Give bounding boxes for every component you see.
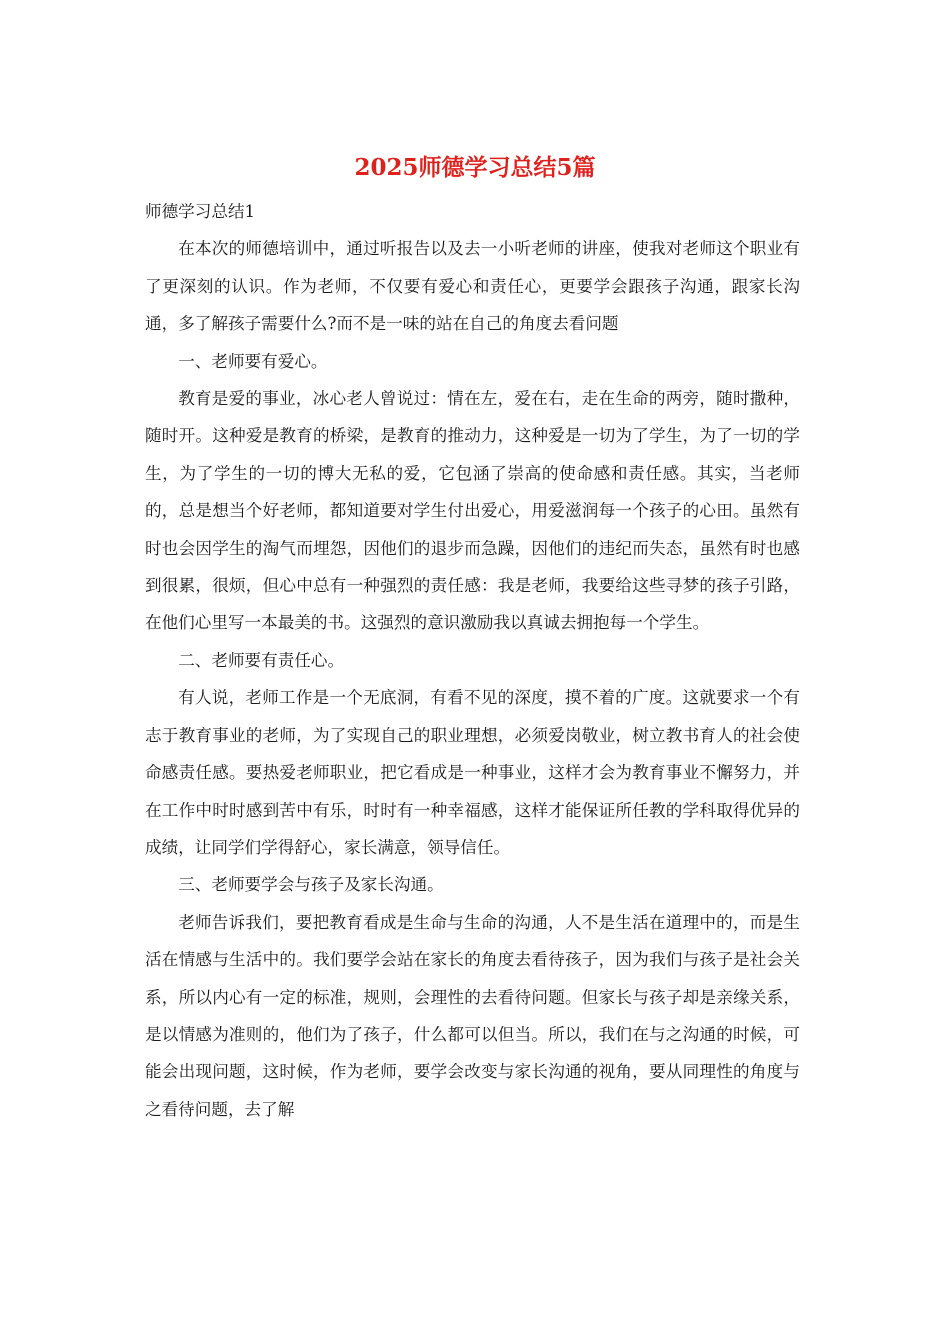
heading-love: 一、老师要有爱心。 (178, 351, 328, 371)
paragraph-communication: 老师告诉我们，要把教育看成是生命与生命的沟通，人不是生活在道理中的，而是生活在情感与生活中的。我们要学会站在家长的角度去看待孩子，因为我们与孩子是社会关系，所以内心有一定的标准，规则，会理性的去看待问题。但家长与孩子却是亲缘关系，是以情感为准则的，他们为了孩子，什么都可以但当。所以，我们在与之沟通的时候，可能会出现问题，这时候，作为老师，要学会改变与家长沟通的视角，要从同理性的角度与之看待问题，去了解 (145, 912, 800, 1119)
paragraph-responsibility: 有人说，老师工作是一个无底洞，有看不见的深度，摸不着的广度。这就要求一个有志于教育事业的老师，为了实现自己的职业理想，必须爱岗敬业，树立教书育人的社会使命感责任感。要热爱老师职业，把它看成是一种事业，这样才会为教育事业不懈努力，并在工作中时时感到苦中有乐，时时有一种幸福感，这样才能保证所任教的学科取得优异的成绩，让同学们学得舒心，家长满意，领导信任。 (145, 688, 800, 857)
section-label: 师德学习总结1 (145, 202, 256, 221)
paragraph-intro: 在本次的师德培训中，通过听报告以及去一小听老师的讲座，使我对老师这个职业有了更深刻的认识。作为老师，不仅要有爱心和责任心，更要学会跟孩子沟通，跟家长沟通，多了解孩子需要什么?而不是一味的站在自己的角度去看问题 (145, 239, 800, 334)
document-body (145, 193, 800, 1128)
paragraph-love: 教育是爱的事业，冰心老人曾说过：情在左，爱在右，走在生命的两旁，随时撒种，随时开。这种爱是教育的桥梁，是教育的推动力，这种爱是一切为了学生，为了一切的学生，为了学生的一切的博大无私的爱，它包涵了崇高的使命感和责任感。其实，当老师的，总是想当个好老师，都知道要对学生付出爱心，用爱滋润每一个孩子的心田。虽然有时也会因学生的淘气而埋怨，因他们的退步而急躁，因他们的违纪而失态，虽然有时也感到很累，很烦，但心中总有一种强烈的责任感：我是老师，我要给这些寻梦的孩子引路，在他们心里写一本最美的书。这强烈的意识激励我以真诚去拥抱每一个学生。 (145, 389, 800, 633)
document-title: 2025师德学习总结5篇 (354, 154, 596, 181)
heading-responsibility: 二、老师要有责任心。 (178, 650, 345, 670)
heading-communication: 三、老师要学会与孩子及家长沟通。 (178, 875, 444, 895)
